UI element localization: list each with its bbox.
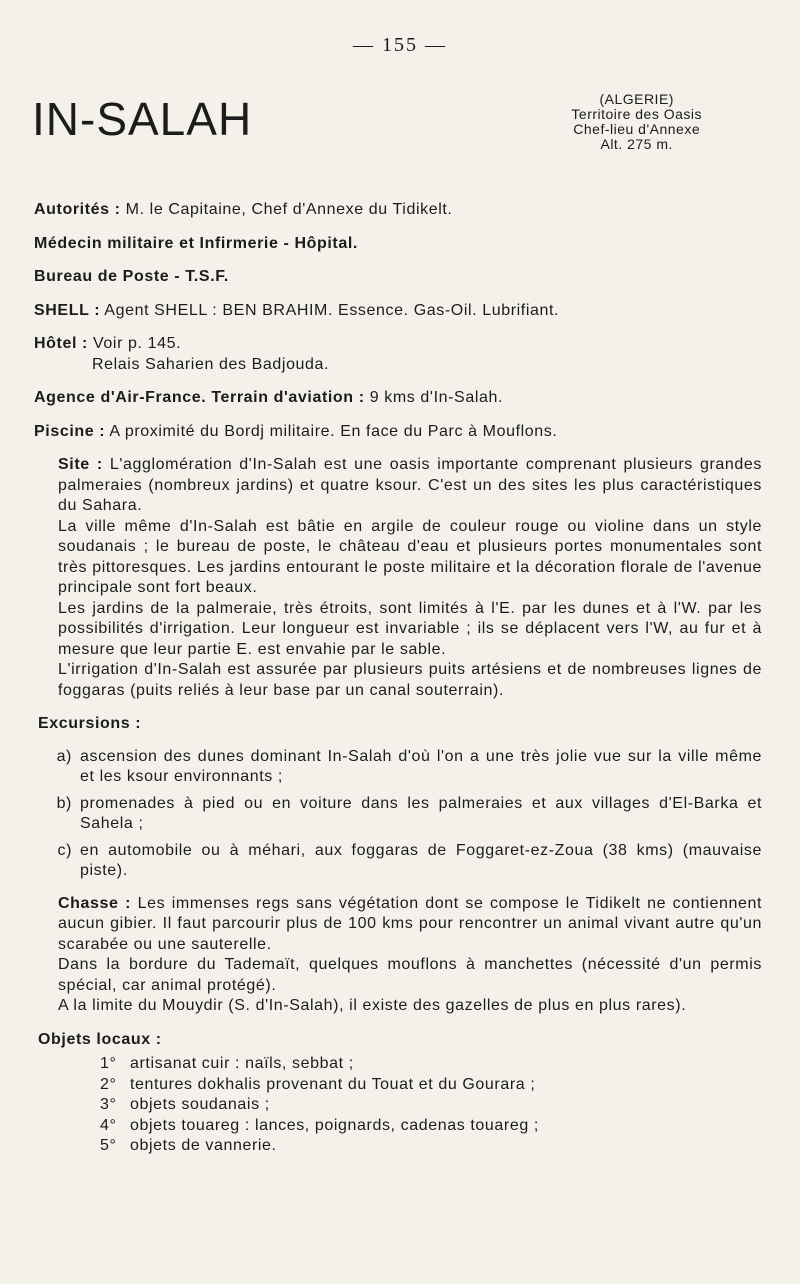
region-country: (ALGERIE) xyxy=(599,91,674,107)
list-item-text: en automobile ou à méhari, aux foggaras de Foggaret-ez-Zoua (38 kms) (mauvaise piste). xyxy=(80,841,762,879)
list-item-text: artisanat cuir : naïls, sebbat ; xyxy=(130,1055,354,1072)
entry-chasse xyxy=(34,894,762,1017)
entry-text: Voir p. 145. xyxy=(87,335,182,352)
chasse-paragraph-3: A la limite du Mouydir (S. d'In-Salah), il existe des gazelles de plus en plus rares). xyxy=(58,997,687,1014)
entry-label: SHELL : xyxy=(34,301,101,319)
entry-piscine xyxy=(34,422,762,443)
entry-site xyxy=(34,455,762,701)
list-marker: 1° xyxy=(100,1055,117,1072)
entry-autorites xyxy=(34,200,762,221)
chasse-paragraph-2: Dans la bordure du Tademaït, quelques mouflons à manchettes (nécessité d'un permis spécial, car animal protégé). xyxy=(58,956,762,994)
entry-agence xyxy=(34,388,762,409)
list-item-text: objets touareg : lances, poignards, cadenas touareg ; xyxy=(130,1116,539,1134)
list-item xyxy=(100,1095,762,1116)
list-marker: 4° xyxy=(100,1116,117,1134)
site-paragraph-1: L'agglomération d'In-Salah est une oasis importante comprenant plusieurs grandes palmeraies (nombreux jardins) et quatre ksour. C'est un des sites les plus caractéristiques du Sahara. xyxy=(58,456,762,514)
list-item xyxy=(34,841,762,882)
entry-label: Bureau de Poste - T.S.F. xyxy=(34,268,229,285)
entry-label: Site : xyxy=(58,456,103,473)
list-item xyxy=(100,1136,762,1157)
region-territory: Territoire des Oasis xyxy=(571,106,702,122)
list-item-text: objets de vannerie. xyxy=(130,1137,277,1154)
entry-shell xyxy=(34,301,762,322)
objets-list xyxy=(34,1054,762,1157)
list-item xyxy=(34,794,762,835)
list-item-text: ascension des dunes dominant In-Salah d'où l'on a une très jolie vue sur la ville même et les ksour environnants ; xyxy=(80,747,762,785)
list-marker: a) xyxy=(56,747,72,765)
entry-text: Agent SHELL : BEN BRAHIM. Essence. Gas-Oil. Lubrifiant. xyxy=(100,301,560,319)
entry-label: Piscine : xyxy=(34,422,106,440)
region-info xyxy=(571,92,702,152)
entry-label: Chasse : xyxy=(58,894,132,912)
entry-text: A proximité du Bordj militaire. En face du Parc à Mouflons. xyxy=(105,422,558,440)
list-marker: b) xyxy=(56,794,72,812)
entry-medecin xyxy=(34,234,762,255)
entry-text: M. le Capitaine, Chef d'Annexe du Tidikelt. xyxy=(120,201,453,218)
list-item-text: promenades à pied ou en voiture dans les palmeraies et aux villages d'El-Barka et Sahela ; xyxy=(80,794,762,832)
list-item xyxy=(34,747,762,788)
entry-hotel xyxy=(34,334,762,375)
list-marker: c) xyxy=(57,841,72,859)
objets-heading: Objets locaux : xyxy=(38,1030,162,1048)
list-item xyxy=(100,1116,762,1137)
entry-text: 9 kms d'In-Salah. xyxy=(364,389,504,406)
list-item-text: objets soudanais ; xyxy=(130,1096,270,1113)
excursions-list xyxy=(34,747,762,882)
list-marker: 5° xyxy=(100,1137,117,1154)
site-paragraph-4: L'irrigation d'In-Salah est assurée par plusieurs puits artésiens et de nombreuses lignes de foggaras (puits reliés à leur base par un canal souterrain). xyxy=(58,661,762,699)
region-altitude: Alt. 275 m. xyxy=(600,136,673,152)
site-paragraph-3: Les jardins de la palmeraie, très étroits, sont limités à l'E. par les dunes et à l'W. par les possibilités d'irrigation. Leur longueur est invariable ; ils se déplacent vers l'W, au fur et à mesure que leur partie E. est envahie par le sable. xyxy=(58,599,762,658)
entry-poste xyxy=(34,267,762,288)
list-marker: 2° xyxy=(100,1075,117,1093)
list-item-text: tentures dokhalis provenant du Touat et du Gourara ; xyxy=(130,1075,536,1093)
entry-label: Autorités : xyxy=(34,201,121,218)
page-title: IN-SALAH xyxy=(32,93,253,145)
entry-label: Médecin militaire et Infirmerie - Hôpital. xyxy=(34,234,358,252)
list-marker: 3° xyxy=(100,1096,117,1113)
region-chef-lieu: Chef-lieu d'Annexe xyxy=(573,121,701,137)
excursions-heading: Excursions : xyxy=(38,715,142,732)
entry-label: Agence d'Air-France. Terrain d'aviation : xyxy=(34,389,365,406)
chasse-paragraph-1: Les immenses regs sans végétation dont se compose le Tidikelt ne contiennent aucun gibier. Il faut parcourir plus de 100 kms pour rencontrer un animal vivant autre qu'un scarabée ou une sauterelle. xyxy=(58,894,762,953)
list-item xyxy=(100,1054,762,1075)
entry-label: Hôtel : xyxy=(34,335,88,352)
page-number: — 155 — xyxy=(353,34,447,56)
guide-content xyxy=(34,200,762,1157)
list-item xyxy=(100,1075,762,1096)
entry-text-secondary: Relais Saharien des Badjouda. xyxy=(92,355,330,373)
site-paragraph-2: La ville même d'In-Salah est bâtie en argile de couleur rouge ou violine dans un style soudanais ; le bureau de poste, le château d'eau et plusieurs portes monumentales sont très pittoresques. Les jardins entourant le poste militaire et la décoration florale de l'avenue principale sont fort beaux. xyxy=(58,517,762,596)
